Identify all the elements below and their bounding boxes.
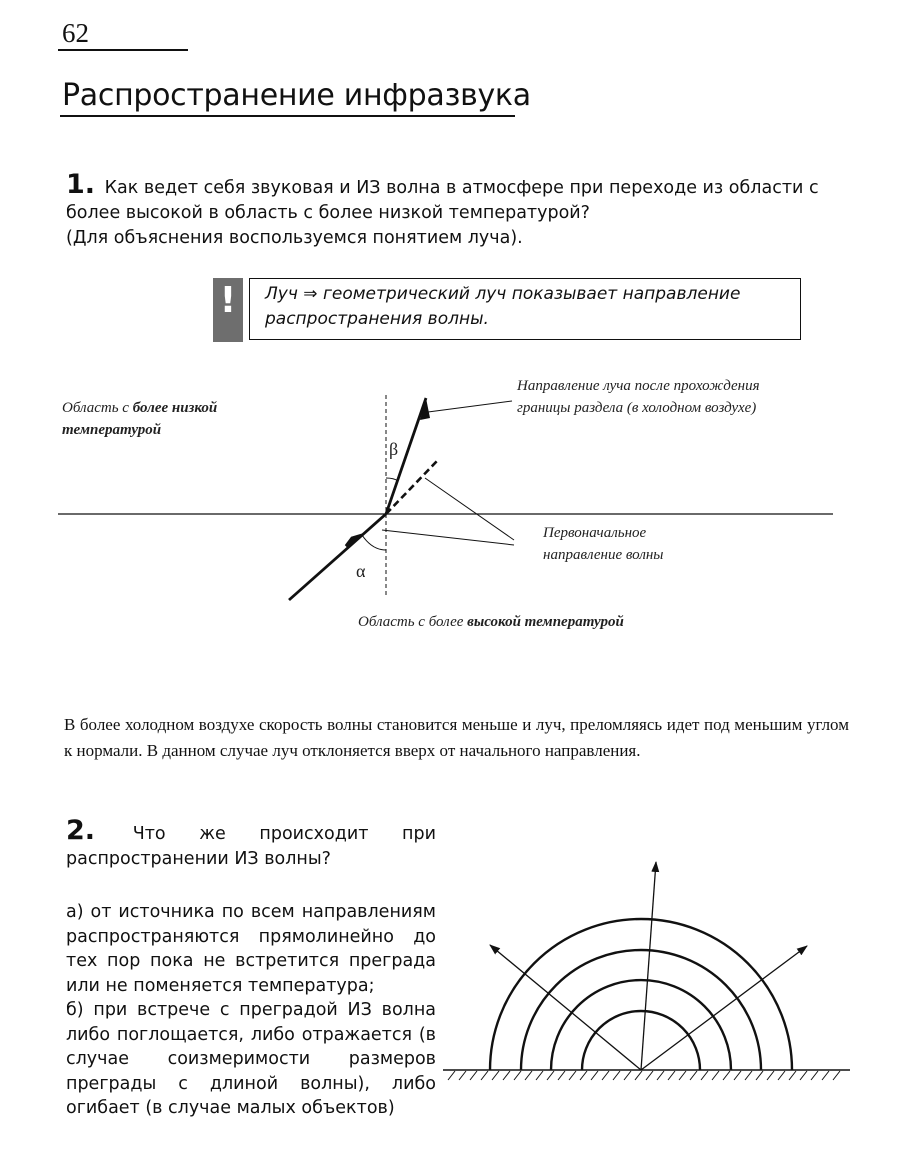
page-title: Распространение инфразвука <box>62 78 531 113</box>
question-2 <box>66 815 436 872</box>
label-high-temperature: Область с более высокой температурой <box>358 614 624 630</box>
question-1-number: 1. <box>66 169 96 200</box>
answer-item-a: а) от источника по всем направлениям распространяются прямолинейно до тех пор пока не встретится преграда или не поменяется температура; <box>66 902 436 996</box>
leader-initial-2 <box>382 530 514 545</box>
exclamation-icon: ! <box>213 278 243 342</box>
incident-arrowhead <box>346 535 362 546</box>
wavefront-2 <box>551 980 731 1070</box>
question-2-text: Что же происходит при распространении ИЗ волны? <box>66 824 436 869</box>
answer-item-b: б) при встрече с преградой ИЗ волна либо поглощается, либо отражается (в случае соизмеримости размеров преграды с длиной волны), либо огибает (в случае малых объектов) <box>66 1000 436 1118</box>
initial-direction-dashed <box>386 461 437 514</box>
ray-up <box>641 862 656 1070</box>
angle-beta-label: β <box>389 439 399 459</box>
angle-alpha-arc <box>362 535 386 550</box>
wavefront-4 <box>490 919 792 1070</box>
refracted-ray <box>386 398 426 514</box>
ray-left <box>490 945 641 1070</box>
label-initial-direction: Первоначальное направление волны <box>543 525 664 563</box>
leader-initial-1 <box>425 478 514 540</box>
wave-propagation-figure <box>443 862 850 1080</box>
question-1-text: Как ведет себя звуковая и ИЗ волна в атмосфере при переходе из области с более высокой в область с более низкой температурой? <box>66 178 819 223</box>
angle-alpha-label: α <box>356 561 366 581</box>
propagation-rays <box>490 862 807 1070</box>
incident-ray <box>289 514 386 600</box>
label-low-temperature: Область с более низкой температурой <box>62 400 218 438</box>
explanation-paragraph: В более холодном воздухе скорость волны становится меньше и луч, преломляясь идет под меньшим углом к нормали. В данном случае луч отклоняется вверх от начального направления. <box>64 715 849 760</box>
page-number: 62 <box>62 18 89 48</box>
question-2-number: 2. <box>66 815 96 846</box>
label-ray-after-boundary: Направление луча после прохождения границы раздела (в холодном воздухе) <box>517 378 760 416</box>
ground-hatching <box>448 1071 840 1080</box>
wavefronts <box>490 919 792 1070</box>
ray-right <box>641 946 807 1070</box>
question-2-answers <box>66 900 436 1121</box>
question-1-hint: (Для объяснения воспользуемся понятием луча). <box>66 228 523 248</box>
note-text: Луч ⇒ геометрический луч показывает направление распространения волны. <box>265 284 741 329</box>
leader-after <box>428 401 512 412</box>
